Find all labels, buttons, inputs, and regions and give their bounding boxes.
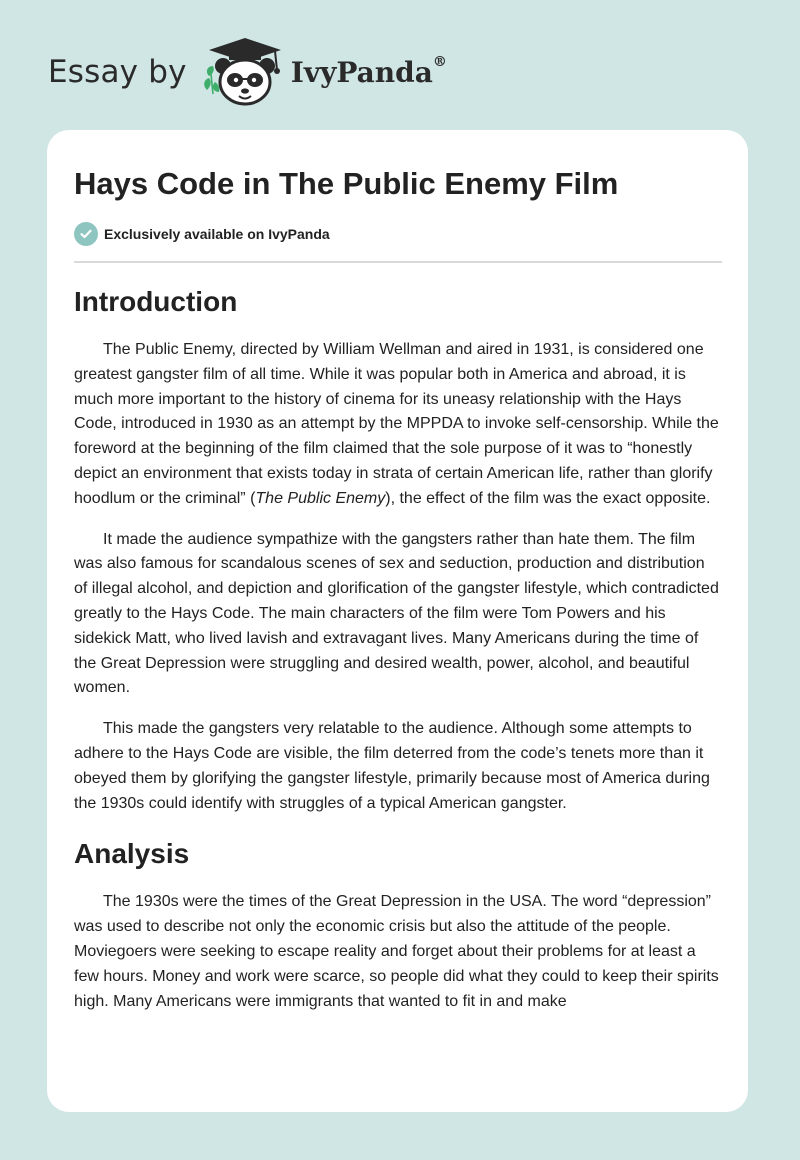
site-header-logo[interactable] <box>48 36 447 108</box>
exclusive-badge <box>74 222 330 246</box>
exclusive-badge-label: Exclusively available on IvyPanda <box>104 226 330 242</box>
paragraph: This made the gangsters very relatable to the audience. Although some attempts to adhere to the Hays Code are visible, the film deterred from the code’s tenets more than it obeyed them by glorifying the gangster lifestyle, primarily because most of America during the 1930s could identify with struggles of a typical American gangster. <box>74 720 710 812</box>
paragraph-text: The Public Enemy, directed by William Wellman and aired in 1931, is considered one greatest gangster film of all time. While it was popular both in America and abroad, it is much more important to the history of cinema for its uneasy relationship with the Hays Code, introduced in 1930 as an attempt by the MPPDA to invoke self-censorship. While the foreword at the beginning of the film claimed that the sole purpose of it was to “honestly depict an environment that exists today in strata of certain American life, rather than glorify hoodlum or the criminal” ( <box>74 341 719 507</box>
essay-by-label: Essay by <box>48 53 187 90</box>
check-circle-icon <box>74 222 98 246</box>
trademark-symbol: ® <box>432 53 447 70</box>
section-heading-introduction: Introduction <box>74 286 238 317</box>
brand-name <box>290 53 447 89</box>
paragraph: It made the audience sympathize with the gangsters rather than hate them. The film was also famous for scandalous scenes of sex and seduction, production and distribution of illegal alcohol, and depiction and glorification of the gangster lifestyle, which contradicted greatly to the Hays Code. The main characters of the film were Tom Powers and his sidekick Matt, who lived lavish and extravagant lives. Many Americans during the time of the Great Depression were struggling and desired wealth, power, alcohol, and beautiful women. <box>74 530 719 697</box>
page-title: Hays Code in The Public Enemy Film <box>74 166 619 201</box>
brand-name-text: IvyPanda <box>290 55 433 89</box>
essay-card <box>47 130 748 1112</box>
essay-body <box>74 280 722 1030</box>
paragraph-text: ), the effect of the film was the exact opposite. <box>385 489 711 507</box>
title-divider <box>74 261 722 263</box>
film-title-citation: The Public Enemy <box>255 489 386 507</box>
paragraph <box>74 338 722 512</box>
section-heading-analysis: Analysis <box>74 838 190 870</box>
panda-graduation-logo-icon <box>201 36 287 108</box>
paragraph: The 1930s were the times of the Great Depression in the USA. The word “depression” was used to describe not only the economic crisis but also the attitude of the people. Moviegoers were seeking to escape reality and forget about their problems for at least a few hours. Money and work were scarce, so people did what they could to keep their spirits high. Many Americans were immigrants that wanted to fit in and make <box>74 893 719 1010</box>
